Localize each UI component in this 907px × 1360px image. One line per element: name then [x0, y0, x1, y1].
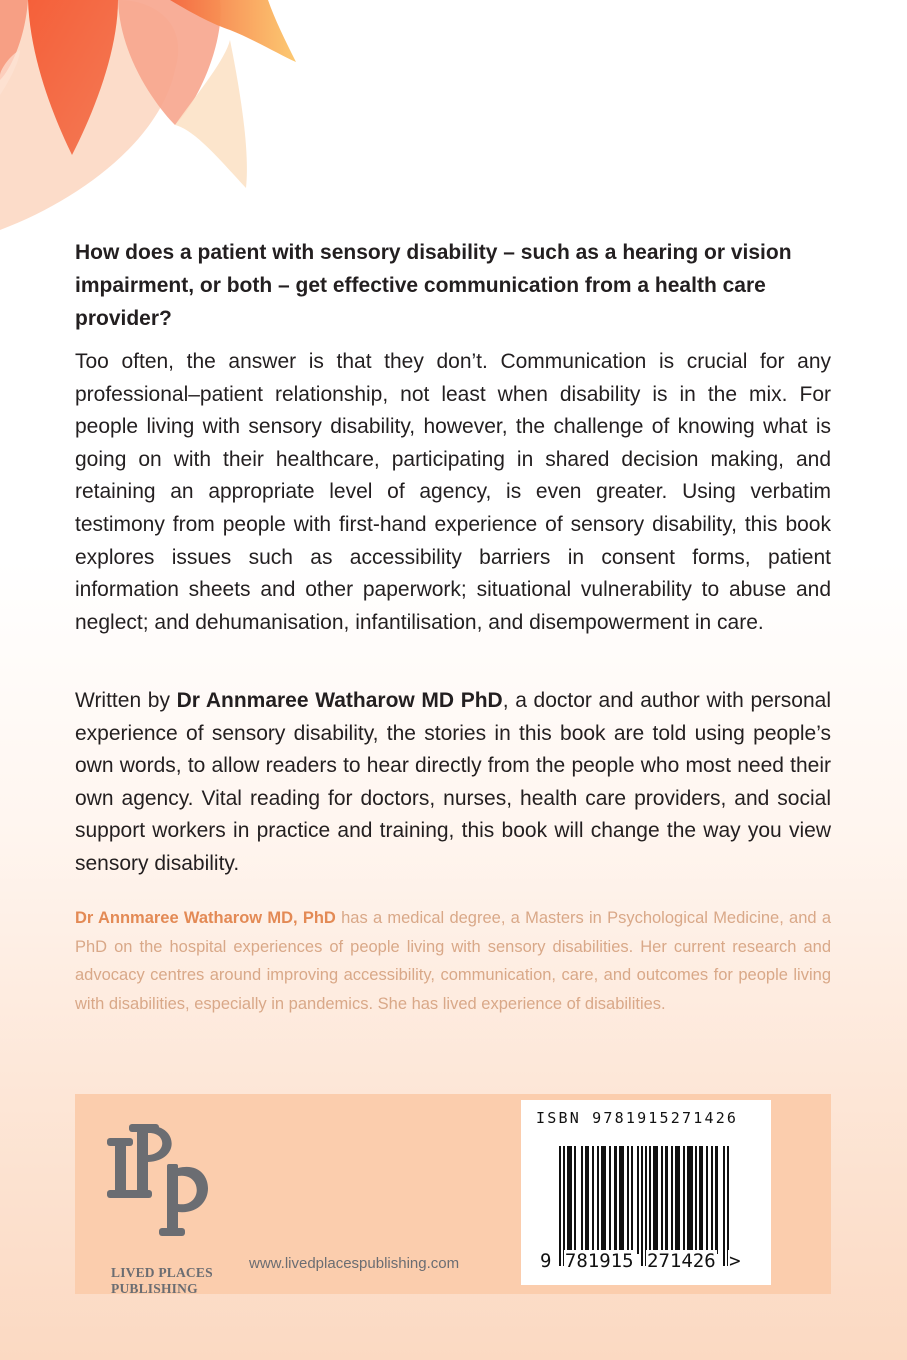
- description-paragraph-2: [75, 685, 831, 881]
- publisher-name: [111, 1265, 213, 1297]
- lead-question: How does a patient with sensory disability – such as a hearing or vision impairment, or both – get effective communication from a health care provider?: [75, 241, 792, 330]
- bio-author-name: Dr Annmaree Watharow MD, PhD: [75, 909, 336, 927]
- paragraph-2-text: , a doctor and author with personal experience of sensory disability, the stories in this book are told using people’s own words, to allow readers to hear directly from the people who most need their own agency. Vital reading for doctors, nurses, health care providers, and social support workers in practice and training, this book will change the way you view sensory disability.: [75, 689, 831, 875]
- isbn-label: ISBN 9781915271426: [536, 1109, 739, 1127]
- barcode-digits-group-1: 781915: [564, 1250, 634, 1272]
- publisher-website: www.livedplacespublishing.com: [249, 1255, 460, 1272]
- barcode-arrow: >: [729, 1250, 741, 1272]
- publisher-footer: [75, 1094, 831, 1294]
- author-name-bold: Dr Annmaree Watharow MD PhD: [176, 689, 503, 712]
- barcode-digits: [539, 1250, 742, 1272]
- author-bio: [75, 904, 831, 1018]
- barcode-bars-icon: [559, 1146, 734, 1266]
- barcode-digit-first: 9: [540, 1250, 552, 1272]
- publisher-name-line-2: PUBLISHING: [111, 1281, 198, 1296]
- barcode-digits-group-2: 271426: [647, 1250, 716, 1272]
- isbn-barcode: [521, 1100, 771, 1285]
- bio-text: has a medical degree, a Masters in Psychological Medicine, and a PhD on the hospital experiences of people living with sensory disabilities. Her current research and advocacy centres around improving accessibility, communication, care, and outcomes for people living with disabilities, especially in pandemics. She has lived experience of disabilities.: [75, 909, 831, 1013]
- written-by-prefix: Written by: [75, 689, 177, 712]
- description-paragraph-1: Too often, the answer is that they don’t. Communication is crucial for any professional–patient relationship, not least when disability is in the mix. For people living with sensory disability, however, the challenge of knowing what is going on with their healthcare, participating in shared decision making, and retaining an appropriate level of agency, is even greater. Using verbatim testimony from people with first-hand experience of sensory disability, this book explores issues such as accessibility barriers in consent forms, patient information sheets and other paperwork; situational vulnerability to abuse and neglect; and dehumanisation, infantilisation, and disempowerment in care.: [75, 350, 831, 634]
- decorative-petals-graphic: [0, 0, 320, 230]
- publisher-name-line-1: LIVED PLACES: [111, 1265, 213, 1280]
- publisher-logo-icon: [107, 1124, 217, 1239]
